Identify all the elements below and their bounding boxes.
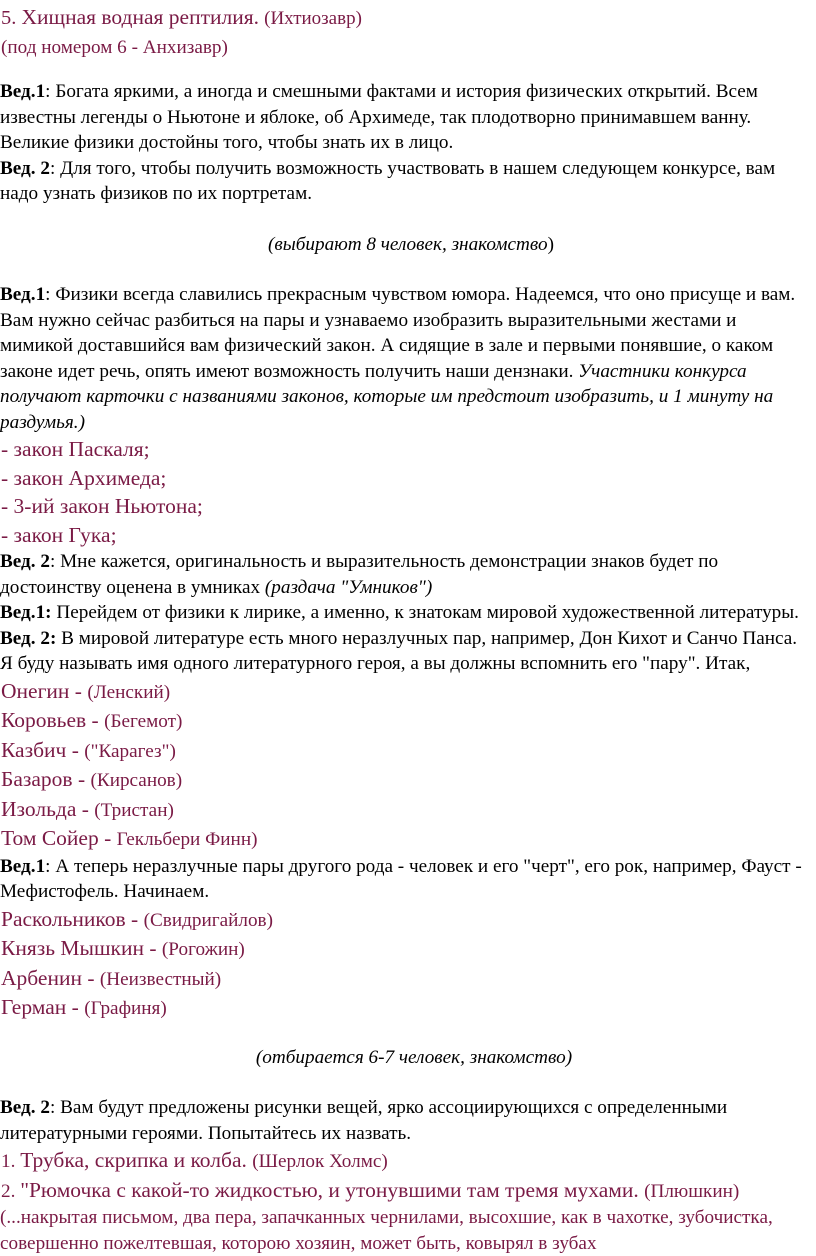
section-title: Хищная водная рептилия.: [21, 5, 259, 29]
stage-direction: Участники конкурса получают карточки с названиями законов, которые им предстоит изобразить, и 1 минуту на раздумья.): [0, 360, 774, 433]
speaker-text: В мировой литературе есть много неразлучных пар, например, Дон Кихот и Санчо Панса. Я буду называть имя одного литературного героя, а вы должны вспомнить его "пару". Итак,: [0, 627, 798, 674]
section-number: 5.: [1, 7, 17, 29]
pair-item: Том Сойер - Гекльбери Финн): [1, 826, 258, 850]
speaker-text: Для того, чтобы получить возможность участвовать в нашем следующем конкурсе, вам надо узнать физиков по их портретам.: [0, 157, 776, 204]
item-entry: 1. Трубка, скрипка и колба. (Шерлок Холмс): [1, 1148, 388, 1172]
pair-item: Герман - (Графиня): [1, 995, 167, 1019]
quote-text: (...накрытая письмом, два пера, запачканных чернилами, высохшие, как в чахотке, зубочистка, совершенно пожелтевшая, которою хозяин, может быть, ковырял в зубах: [0, 1207, 773, 1254]
pair-item: Коровьев - (Бегемот): [1, 708, 183, 732]
speaker-text: Богата яркими, а иногда и смешными фактами и история физических открытий. Всем известны легенды о Ньютоне и яблоке, об Архимеде, так плодотворно принимавшем ванну. Великие физики достойны того, чтобы знать их в лицо.: [0, 81, 758, 153]
stage-note: (выбирают 8 человек, знакомство): [268, 233, 554, 255]
law-item: - 3-ий закон Ньютона;: [1, 494, 203, 518]
host-line: Вед.1: Богата яркими, а иногда и смешными фактами и история физических открытий. Всем известны легенды о Ньютоне и яблоке, об Архимеде, так плодотворно принимавшем ванну. Великие физики достойны того, чтобы знать их в лицо.: [0, 81, 758, 153]
speaker-text: Вам будут предложены рисунки вещей, ярко ассоциирующихся с определенными литературными героями. Попытайтесь их назвать.: [0, 1097, 728, 1144]
host-line: Вед. 2: Мне кажется, оригинальность и выразительность демонстрации знаков будет по достоинству оценена в умниках (раздача "Умников"): [0, 551, 719, 598]
law-item: - закон Гука;: [1, 522, 117, 547]
host-line: Вед. 2: Для того, чтобы получить возможность участвовать в нашем следующем конкурсе, вам надо узнать физиков по их портретам.: [0, 157, 776, 204]
pair-item: Князь Мышкин - (Рогожин): [1, 936, 245, 960]
pair-item: Казбич - ("Карагез"): [1, 737, 176, 762]
host-line: Вед.1: Физики всегда славились прекрасным чувством юмора. Надеемся, что оно присуще и вам. Вам нужно сейчас разбиться на пары и узнаваемо изобразить выразительными жестами и мимикой доставшийся вам физический закон. А сидящие в зале и первыми понявшие, о каком законе идет речь, опять имеют возможность получить наши дензнаки. Участники конкурса получают карточки с названиями законов, которые им предстоит изобразить, и 1 минуту на раздумья.): [0, 284, 796, 433]
item-entry: 2. "Рюмочка с какой-то жидкостью, и утонувшими там тремя мухами. (Плюшкин): [1, 1177, 740, 1202]
speaker-text: Физики всегда славились прекрасным чувством юмора. Надеемся, что оно присуще и вам. Вам нужно сейчас разбиться на пары и узнаваемо изобразить выразительными жестами и мимикой доставшийся вам физический закон. А сидящие в зале и первыми понявшие, о каком законе идет речь, опять имеют возможность получить наши дензнаки.: [0, 284, 796, 382]
section-answer: (Ихтиозавр): [264, 8, 362, 29]
pair-item: Арбенин - (Неизвестный): [1, 965, 222, 990]
speaker-label: Вед. 2: [0, 1097, 50, 1118]
section-subanswer: (под номером 6 - Анхизавр): [1, 36, 228, 58]
speaker-text: Перейдем от физики к лирике, а именно, к знатокам мировой художественной литературы.: [51, 602, 799, 623]
stage-direction: (раздача "Умников"): [264, 576, 433, 598]
speaker-text: А теперь неразлучные пары другого рода - человек и его "черт", его рок, например, Фауст - Мефистофель. Начинаем.: [0, 855, 802, 902]
laws-list: [0, 435, 816, 549]
pairs-list: [0, 677, 816, 854]
items-list: [0, 1146, 816, 1205]
law-item: - закон Паскаля;: [1, 437, 150, 461]
pair-item: Раскольников - (Свидригайлов): [1, 906, 273, 931]
pair-item: Изольда - (Тристан): [1, 796, 174, 821]
law-item: - закон Архимеда;: [1, 465, 167, 490]
speaker-text: Мне кажется, оригинальность и выразительность демонстрации знаков будет по достоинству оценена в умниках: [0, 551, 719, 598]
pair-item: Онегин - (Ленский): [1, 678, 171, 703]
speaker-label: Вед. 2: [0, 551, 50, 572]
host-line: [0, 600, 812, 626]
host-line: Вед.1: А теперь неразлучные пары другого рода - человек и его "черт", его рок, например, Фауст - Мефистофель. Начинаем.: [0, 855, 802, 902]
speaker-label: Вед.1: [0, 855, 46, 877]
stage-note: (отбирается 6-7 человек, знакомство): [255, 1046, 573, 1068]
section-heading: [0, 3, 816, 34]
host-line: Вед. 2: Вам будут предложены рисунки вещей, ярко ассоциирующихся с определенными литературными героями. Попытайтесь их назвать.: [0, 1097, 728, 1144]
host-line: [0, 626, 812, 677]
speaker-label: Вед. 2:: [0, 627, 57, 649]
pair-item: Базаров - (Кирсанов): [1, 767, 183, 791]
speaker-label: Вед.1: [0, 81, 46, 102]
pairs-list-2: [0, 905, 816, 1023]
speaker-label: Вед. 2: [0, 157, 50, 179]
speaker-label: Вед.1: [0, 284, 46, 305]
speaker-label: Вед.1:: [0, 602, 52, 623]
